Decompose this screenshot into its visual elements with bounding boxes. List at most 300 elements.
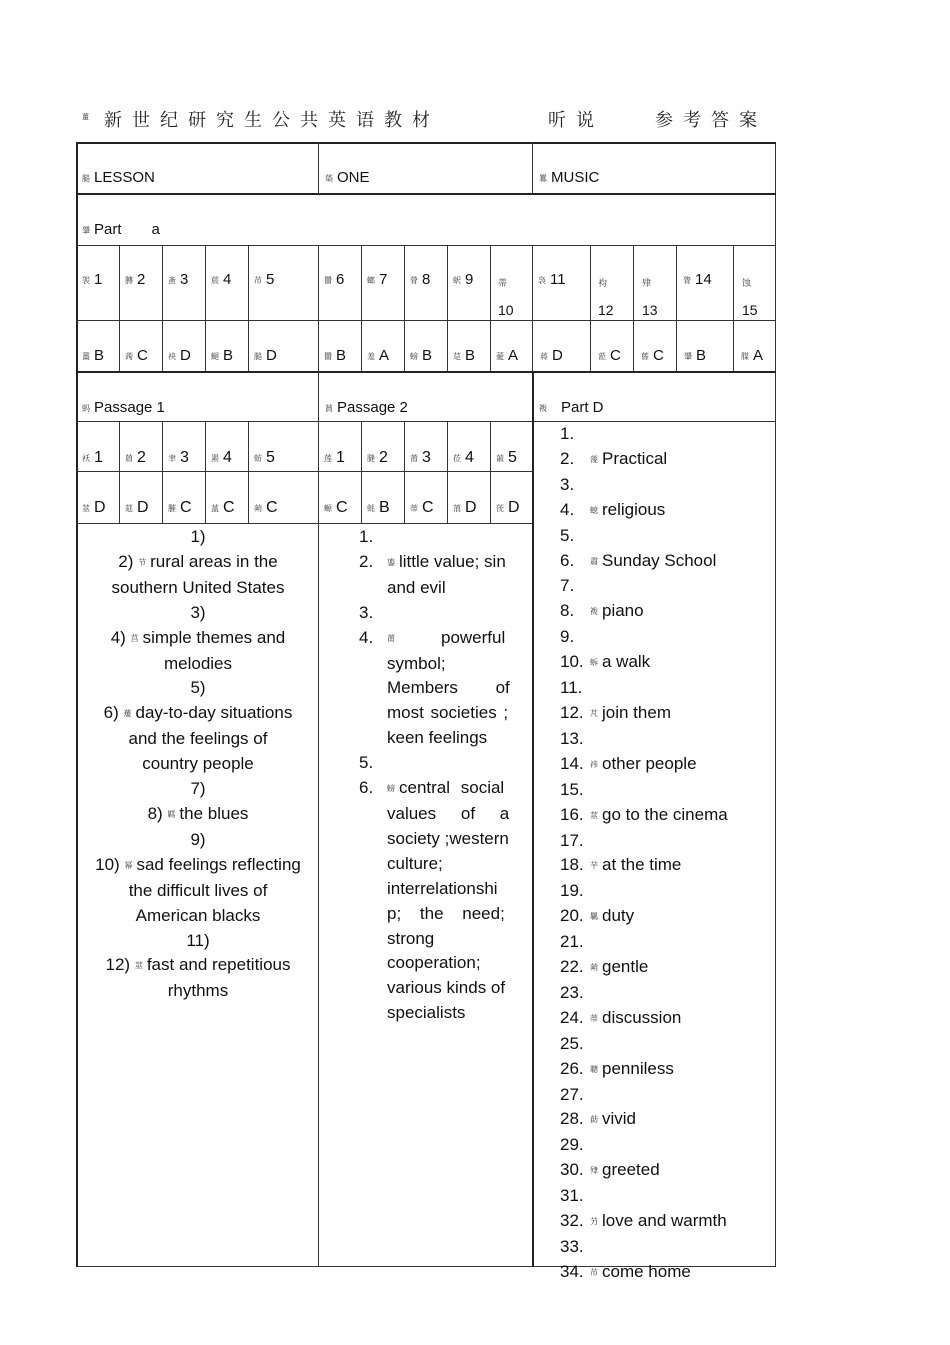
cell-mark: 芇 (254, 276, 262, 285)
item-number: 31. (560, 1186, 584, 1206)
item-number: 8) (147, 803, 163, 823)
cell-mark: 蒴 (590, 963, 598, 973)
item-number: 2. (560, 448, 575, 468)
list-item (359, 976, 527, 1001)
cell-mark: 薆 (496, 352, 504, 361)
cell-mark: 莀 (211, 276, 219, 285)
vrule (205, 245, 206, 371)
cell-mark: 蕿 (123, 709, 132, 719)
question-number: 4 (465, 449, 474, 466)
part-a-label: Part (94, 221, 122, 238)
list-item (560, 829, 772, 854)
cell-mark: 莁 (82, 504, 90, 513)
cell-mark: 莒 (130, 633, 139, 643)
list-item (359, 751, 527, 776)
list-item (80, 525, 316, 550)
rule-passage-answers-bottom (76, 523, 532, 524)
line-text: greeted (602, 1160, 660, 1180)
cell-mark: 螂 (367, 276, 375, 285)
list-item (560, 727, 772, 752)
passage1-label: Passage 1 (94, 399, 165, 416)
cell-mark: 膖 (367, 454, 375, 463)
list-item (80, 601, 316, 626)
line-text: 1) (190, 527, 206, 546)
vrule (676, 245, 677, 371)
line-text: little value; sin (399, 551, 506, 571)
lesson-topic-text: MUSIC (551, 169, 600, 186)
lesson-number-text: ONE (337, 169, 370, 186)
question-number: 2 (137, 449, 146, 466)
list-item (560, 1158, 772, 1184)
item-number: 22. (560, 957, 584, 977)
cell-mark: 羞 (367, 352, 375, 361)
passage2-answers (359, 525, 527, 1026)
list-item (560, 752, 772, 778)
question-number: 2 (379, 449, 388, 466)
question-number: 3 (180, 271, 189, 288)
item-number: 34. (560, 1261, 584, 1281)
vrule (318, 245, 319, 371)
vrule (248, 245, 249, 371)
line-text: specialists (387, 1003, 466, 1023)
item-number: 7. (560, 576, 575, 596)
line-text: at the time (602, 855, 682, 875)
cell-mark: 肂 (642, 278, 652, 288)
vrule (532, 245, 533, 371)
answer-letter: C (653, 347, 664, 364)
item-number: 5. (560, 525, 575, 545)
passage2-heading (325, 399, 408, 416)
cell-mark: 袅 (538, 276, 546, 285)
item-number: 18. (560, 855, 584, 875)
cell-mark: 蚀 (742, 278, 752, 288)
cell-mark: 腜 (741, 352, 749, 361)
cell-mark: 蚄 (254, 454, 262, 463)
question-number: 4 (223, 449, 232, 466)
cell-mark: 蚉 (168, 276, 176, 285)
cell-mark: 螅 (590, 505, 598, 515)
line-text: religious (602, 499, 666, 519)
p2-answer-cell (453, 499, 477, 517)
p2-num-cell (324, 449, 345, 467)
line-text: simple themes and (142, 627, 286, 647)
question-number: 8 (422, 271, 431, 288)
line-text: various kinds of (387, 978, 506, 998)
answer-letter: C (422, 499, 434, 516)
list-item (359, 902, 527, 927)
cell-mark: 螈 (324, 504, 332, 513)
cell-mark: 莲 (324, 454, 332, 463)
cell-mark: 膇 (254, 352, 262, 361)
p1-num-cell (168, 449, 189, 467)
list-item (80, 701, 316, 727)
line-text: love and warmth (602, 1211, 727, 1231)
parta-answer-cell (82, 347, 104, 364)
answer-letter: B (696, 347, 707, 364)
parta-answer-cell (168, 347, 191, 364)
question-number: 2 (137, 271, 146, 288)
question-number: 3 (180, 449, 189, 466)
list-item (560, 981, 772, 1006)
list-item (560, 422, 772, 447)
parta-num-cell (367, 271, 387, 288)
cell-mark: 蒋 (540, 352, 548, 361)
list-item (80, 752, 316, 777)
cell-mark: 蚂 (82, 404, 90, 413)
line-text: other people (602, 753, 697, 773)
line-text: discussion (602, 1007, 682, 1027)
cell-mark: 芀 (590, 1217, 598, 1227)
cell-mark: 袈 (82, 276, 90, 285)
answer-letter: C (180, 499, 192, 516)
item-number: 24. (560, 1007, 584, 1027)
parta-num-cell (324, 271, 344, 288)
line-text: American blacks (135, 905, 261, 925)
p1-answer-cell (168, 499, 192, 517)
cell-mark: 螁 (211, 352, 219, 361)
cell-mark: 鎏 (387, 557, 395, 567)
cell-mark: 聿 (168, 454, 176, 463)
parta-answer-cell (324, 347, 346, 364)
answer-letter: D (94, 499, 106, 516)
list-item (359, 701, 527, 726)
list-item (359, 1001, 527, 1026)
cell-mark: 螃 (387, 784, 395, 794)
cell-mark: 薑 (82, 352, 90, 361)
list-item (560, 650, 772, 676)
list-item (80, 727, 316, 752)
list-item (560, 803, 772, 829)
question-number: 9 (465, 271, 474, 288)
cell-mark: 肅 (590, 556, 598, 566)
line-text: strong (387, 928, 435, 948)
item-number: 2) (118, 551, 134, 571)
cell-mark: 袄 (82, 454, 90, 463)
list-item (80, 953, 316, 979)
line-text: join them (602, 702, 671, 722)
line-text: p; the need; (387, 903, 505, 923)
list-item (80, 853, 316, 879)
p1-answer-cell (125, 499, 149, 517)
cell-mark: 芇 (590, 1267, 598, 1277)
item-number: 14. (560, 753, 584, 773)
item-number: 4. (359, 627, 374, 647)
item-number: 6. (359, 778, 374, 798)
line-text: keen feelings (387, 728, 488, 748)
vrule (633, 245, 634, 371)
cell-mark: 蒗 (453, 504, 461, 513)
passage1-answers (80, 525, 316, 1004)
parta-answer-cell (125, 347, 148, 364)
line-text: 7) (190, 779, 206, 799)
answer-letter: D (465, 499, 477, 516)
part-a-heading (82, 221, 160, 238)
p1-answer-cell (254, 499, 278, 517)
item-number: 3. (560, 474, 575, 494)
parta-num-cell (683, 271, 712, 288)
list-item (80, 879, 316, 904)
cell-mark: 蒂 (410, 504, 418, 513)
vrule (404, 245, 405, 371)
list-item (560, 1260, 772, 1286)
question-number: 11 (550, 271, 566, 288)
answer-letter: B (422, 347, 433, 364)
item-number: 30. (560, 1160, 584, 1180)
list-item (359, 726, 527, 751)
list-item (560, 676, 772, 701)
item-number: 1. (560, 424, 575, 443)
line-text: come home (602, 1261, 691, 1281)
cell-mark: 肈 (82, 226, 90, 235)
parta-num-cell (642, 270, 658, 324)
question-number: 1 (94, 271, 103, 288)
item-number: 17. (560, 830, 584, 850)
list-item (359, 776, 527, 802)
vrule (447, 421, 448, 523)
line-text: piano (602, 601, 644, 621)
line-text: cooperation; (387, 953, 481, 973)
list-item (560, 853, 772, 879)
item-number: 16. (560, 804, 584, 824)
item-number: 8. (560, 601, 575, 621)
line-text: powerful (441, 627, 506, 647)
list-item (560, 1107, 772, 1133)
line-text: 5) (190, 678, 206, 698)
cell-mark: 袀 (598, 278, 608, 288)
list-item (359, 927, 527, 952)
list-item (80, 676, 316, 701)
cell-mark: 蚇 (453, 276, 461, 285)
line-text: fast and repetitious (146, 955, 291, 975)
item-number: 3. (359, 602, 374, 622)
item-number: 20. (560, 906, 584, 926)
parta-num-cell (453, 271, 473, 288)
answer-letter: D (266, 347, 277, 364)
parta-answer-cell (641, 347, 664, 364)
list-item (560, 498, 772, 524)
item-number: 10. (560, 652, 584, 672)
cell-mark: 羃 (539, 174, 547, 183)
list-item (80, 777, 316, 802)
cell-mark: 蒈 (641, 352, 649, 361)
line-text: 3) (190, 602, 206, 622)
list-item (560, 524, 772, 549)
line-text: Members of (387, 678, 510, 698)
p2-answer-cell (410, 499, 434, 517)
list-item (560, 1209, 772, 1235)
item-number: 29. (560, 1135, 584, 1155)
lesson-topic (539, 169, 599, 186)
vrule (590, 245, 591, 371)
parta-answer-cell (453, 347, 475, 364)
cell-mark: 蒂 (498, 278, 508, 288)
cell-mark: 膋 (410, 276, 418, 285)
cell-mark: 蒂 (590, 1013, 598, 1023)
rule-numbers-bottom (76, 320, 776, 321)
cell-mark: 膞 (125, 276, 133, 285)
cell-mark: 蒅 (325, 174, 333, 183)
cell-mark: 幂 (124, 860, 133, 870)
answer-letter: B (379, 499, 390, 516)
passage1-heading (82, 399, 165, 416)
parta-num-cell (598, 270, 614, 324)
parta-answer-cell (367, 347, 389, 364)
lesson-text: LESSON (94, 169, 155, 186)
line-text: go to the cinema (602, 804, 728, 824)
cell-mark: 袯 (590, 607, 598, 617)
answer-letter: B (94, 347, 105, 364)
lesson-number (325, 169, 370, 186)
parta-answer-cell (684, 347, 706, 364)
list-item (359, 550, 527, 576)
item-number: 13. (560, 728, 584, 748)
p1-num-cell (125, 449, 146, 467)
vrule (119, 421, 120, 523)
answer-letter: C (266, 499, 278, 516)
vrule (318, 371, 319, 1267)
list-item (80, 802, 316, 828)
line-text: rural areas in the (150, 551, 278, 571)
line-text: Sunday School (602, 550, 717, 570)
line-text: day-to-day situations (135, 703, 293, 723)
list-item (80, 626, 316, 652)
rule-top (76, 142, 776, 144)
answer-letter: C (610, 347, 621, 364)
list-item (359, 827, 527, 852)
answer-letter: B (465, 347, 476, 364)
p1-answer-cell (82, 499, 106, 517)
p2-answer-cell (324, 499, 348, 517)
item-number: 33. (560, 1237, 584, 1256)
cell-mark: 羁 (167, 809, 176, 819)
passage2-label: Passage 2 (337, 399, 408, 416)
list-item (80, 979, 316, 1004)
line-text: and evil (387, 577, 446, 597)
cell-mark: 蔆 (590, 454, 598, 464)
cell-mark: 蒴 (254, 504, 262, 513)
list-item (560, 1006, 772, 1032)
parta-num-cell (498, 270, 514, 324)
cell-mark: 羈 (590, 912, 598, 922)
item-number: 19. (560, 881, 584, 901)
parta-answer-cell (211, 347, 233, 364)
question-number: 13 (642, 302, 658, 318)
cell-mark: 肈 (684, 352, 692, 361)
p2-num-cell (410, 449, 431, 467)
line-text: most societies ; (387, 703, 509, 723)
cell-mark: 袂 (168, 352, 176, 361)
list-item (560, 447, 772, 473)
list-item (359, 676, 527, 701)
list-item (359, 576, 527, 601)
line-text: values of a (387, 803, 510, 823)
line-text: Practical (602, 448, 668, 468)
cell-mark: 蒞 (598, 352, 606, 361)
line-text: central social (399, 778, 505, 798)
cell-mark: 蒕 (211, 504, 219, 513)
p2-answer-cell (496, 499, 520, 517)
vrule (205, 421, 206, 523)
cell-mark: 聰 (590, 1064, 598, 1074)
cell-mark: 节 (138, 557, 147, 567)
parta-num-cell (742, 270, 758, 324)
question-number: 4 (223, 271, 232, 288)
answer-letter: D (508, 499, 520, 516)
list-item (359, 525, 527, 550)
answer-letter: B (336, 347, 347, 364)
rule-passage-numbers-bottom (76, 471, 532, 472)
vrule (248, 421, 249, 523)
list-item (560, 549, 772, 575)
p2-num-cell (453, 449, 474, 467)
item-number: 5. (359, 753, 374, 773)
cell-mark: 羀 (324, 352, 332, 361)
title-answers: 参考答案 (655, 110, 767, 131)
answer-letter: C (137, 347, 148, 364)
cell-mark: 螃 (410, 352, 418, 361)
vrule (733, 245, 734, 371)
cell-mark: 罴 (211, 454, 219, 463)
parta-num-cell (211, 271, 231, 288)
answer-letter: D (137, 499, 149, 516)
line-text: melodies (163, 653, 233, 673)
question-number: 14 (695, 271, 712, 288)
vrule (490, 245, 491, 371)
list-item (560, 778, 772, 803)
question-number: 6 (336, 271, 345, 288)
item-number: 1. (359, 527, 374, 546)
cell-mark: 莐 (496, 504, 504, 513)
line-text: rhythms (167, 981, 229, 1001)
list-item (560, 955, 772, 981)
line-text: southern United States (111, 577, 285, 597)
item-number: 25. (560, 1033, 584, 1053)
item-number: 4) (110, 627, 126, 647)
answer-letter: A (508, 347, 519, 364)
vrule (404, 421, 405, 523)
parta-answer-cell (254, 347, 277, 364)
cell-mark: 蒟 (125, 352, 133, 361)
cell-mark: 莆 (387, 633, 395, 643)
cell-mark: 葿 (125, 454, 133, 463)
cell-mark: 莡 (453, 352, 461, 361)
item-number: 15. (560, 779, 584, 799)
parta-answer-cell (598, 347, 621, 364)
vrule (490, 421, 491, 523)
list-item (560, 473, 772, 498)
list-item (80, 904, 316, 929)
item-number: 4. (560, 499, 575, 519)
parta-num-cell (254, 271, 274, 288)
list-item (560, 1083, 772, 1108)
list-item (80, 828, 316, 853)
vrule (119, 245, 120, 371)
item-number: 32. (560, 1211, 584, 1231)
cell-mark: 莇 (590, 1115, 598, 1125)
list-item (560, 574, 772, 599)
vrule (318, 142, 319, 193)
line-text: culture; (387, 853, 443, 873)
item-number: 21. (560, 932, 584, 952)
vrule (162, 245, 163, 371)
cell-mark: 莁 (134, 961, 143, 971)
item-number: 12) (105, 955, 131, 975)
list-item (560, 904, 772, 930)
list-item (359, 652, 527, 677)
vrule (532, 142, 533, 193)
line-text: a walk (602, 652, 651, 672)
question-number: 1 (336, 449, 345, 466)
